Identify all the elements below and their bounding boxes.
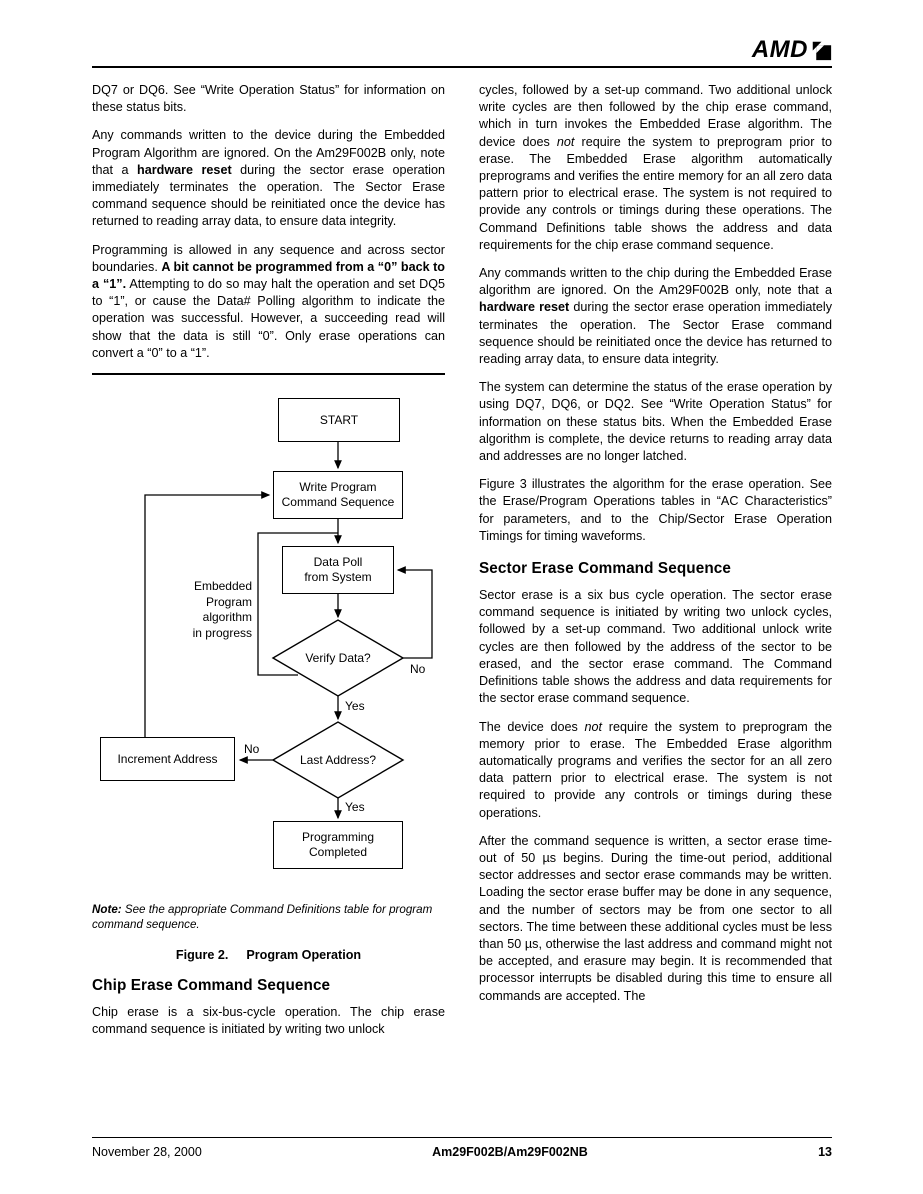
paragraph-chip-erase-cont <box>479 82 832 254</box>
paragraph-status-bits <box>92 82 445 116</box>
annotation-line: algorithm <box>202 610 252 625</box>
paragraph-text: during the sector erase operation immediately terminates the operation. The Sector Erase command sequence should be reinitiated once the device has returned to reading array data, to ensure data integrity. <box>92 162 445 229</box>
heading-sector-erase: Sector Erase Command Sequence <box>479 560 731 578</box>
right-column <box>479 82 832 1016</box>
paragraph-text: After the command sequence is written, a sector erase time-out of 50 µs begins. During the time-out period, additional sector addresses and sector erase commands may be written. Loading the sector erase buffer may be done in any sequence, and the number of sectors may be from one sector to all sectors. The time between these additional cycles must be less than 50 µs, otherwise the last address and command might not be accepted, and erasure may begin. It is recommended that processor interrupts be disabled during this time to ensure all commands are accepted. The <box>479 833 832 1003</box>
paragraph-figure3-ref <box>479 476 832 545</box>
amd-arrow-mark-icon <box>811 40 832 61</box>
annotation-line: Embedded <box>193 579 252 594</box>
node-label: Command Sequence <box>281 495 395 510</box>
flowchart-node-programming-completed <box>273 821 403 869</box>
node-label: from System <box>304 570 372 585</box>
paragraph-text: Chip erase is a six-bus-cycle operation. The chip erase command sequence is initiated by writing two unlock <box>92 1005 445 1037</box>
footer-page-number: 13 <box>818 1145 832 1159</box>
paragraph-text: Sector erase is a six bus cycle operation. The sector erase command sequence is initiated by writing two unlock cycles, followed by a set-up command. Two additional unlock write cycles are then followed by the address of the sector to be erased, and the sector erase command. The Command Definitions table shows the address and data requirements for the sector erase command sequence. <box>479 588 832 706</box>
edge-label-no: No <box>244 742 260 757</box>
bold-bit-rule: A bit cannot be programmed from a “0” back to a “1”. <box>92 259 445 292</box>
paragraph-text: Attempting to do so may halt the operation and set DQ5 to “1”, or cause the Data# Polling algorithm to indicate the operation was successful. However, a succeeding read will show that the data is still “0”. Only erase operations can convert a “0” to a “1”. <box>92 277 445 360</box>
paragraph-commands-ignored <box>92 127 445 230</box>
flowchart-node-write-program <box>273 471 403 519</box>
paragraph-text: Programming is allowed in any sequence and across sector boundaries. <box>92 242 445 274</box>
header-rule <box>92 66 832 68</box>
note-label: Note: <box>92 903 122 917</box>
figure-caption <box>92 948 445 962</box>
flowchart-node-verify-data <box>273 651 403 665</box>
paragraph-erase-status <box>479 379 832 465</box>
paragraph-programming-sequence <box>92 242 445 362</box>
paragraph-chip-erase-intro <box>92 1004 445 1038</box>
left-column <box>92 82 445 1049</box>
paragraph-text: require the system to preprogram prior to erase. The Embedded Erase algorithm automatically preprograms and verifies the entire memory for an all zero data pattern prior to electrical erase. The system is not required to provide any controls or timings during these operations. The Command Definitions table shows the address and data requirements for the chip erase command sequence. <box>479 134 832 252</box>
page-footer <box>92 1137 832 1159</box>
flowchart-node-increment-address <box>100 737 235 781</box>
paragraph-text: Figure 3 illustrates the algorithm for the erase operation. See the Erase/Program Operations tables in “AC Characteristics” for parameters, and to the Chip/Sector Erase Operation Timings for timing waveforms. <box>479 477 832 543</box>
italic-not: not <box>584 719 603 734</box>
node-label: Increment Address <box>117 751 218 766</box>
node-label: Data Poll <box>313 555 363 570</box>
paragraph-erase-commands-ignored <box>479 265 832 368</box>
paragraph-sector-erase-intro <box>479 587 832 707</box>
annotation-line: in progress <box>192 625 252 640</box>
edge-label-yes: Yes <box>345 800 365 815</box>
note-text: See the appropriate Command Definitions table for program command sequence. <box>92 903 433 932</box>
flowchart-node-start <box>278 398 400 442</box>
amd-logo-text: AMD <box>751 36 808 63</box>
paragraph-text: Any commands written to the device during the Embedded Program Algorithm are ignored. On the Am29F002B only, note that a <box>92 128 445 177</box>
flowchart-node-last-address <box>273 753 403 767</box>
node-label: Verify Data? <box>305 651 371 666</box>
paragraph-text: require the system to preprogram the memory prior to erase. The Embedded Erase algorithm automatically programs and verifies the sector for an all zero data pattern prior to electrical erase. The system is not required to provide any controls or timings during these operations. <box>479 719 832 820</box>
paragraph-timeout <box>479 833 832 1005</box>
paragraph-text: Any commands written to the chip during the Embedded Erase algorithm are ignored. On the Am29F002B only, note that a <box>479 266 832 298</box>
paragraph-text: cycles, followed by a set-up command. Two additional unlock write cycles are then followed by the chip erase command, which in turn invokes the Embedded Erase algorithm. The device does <box>479 83 832 149</box>
edge-label-no: No <box>410 662 426 677</box>
edge-label-yes: Yes <box>345 699 365 714</box>
annotation-line: Program <box>205 594 252 609</box>
node-label: Completed <box>308 845 368 860</box>
node-label: START <box>319 412 359 427</box>
flowchart-connectors <box>92 383 445 888</box>
amd-logo <box>752 36 832 64</box>
figure-2-flowchart <box>92 383 445 888</box>
node-label: Write Program <box>299 480 377 495</box>
footer-date: November 28, 2000 <box>92 1145 202 1159</box>
footer-document-title: Am29F002B/Am29F002NB <box>432 1145 588 1159</box>
paragraph-text: DQ7 or DQ6. See “Write Operation Status” for information on these status bits. <box>92 83 445 115</box>
paragraph-text: during the sector erase operation immediately terminates the operation. The Sector Erase command sequence should be reinitiated once the device has returned to reading array data, to ensure data integrity. <box>479 300 832 367</box>
paragraph-text: The system can determine the status of the erase operation by using DQ7, DQ6, or DQ2. See “Write Operation Status” for information on these status bits. When the Embedded Erase algorithm is complete, the device returns to reading array data and addresses are no longer latched. <box>479 380 832 464</box>
figure-top-rule <box>92 373 445 375</box>
node-label: Last Address? <box>299 753 377 768</box>
bold-hardware-reset: hardware reset <box>137 162 232 177</box>
node-label: Programming <box>301 830 375 845</box>
paragraph-no-preprogram <box>479 719 832 822</box>
italic-not: not <box>556 134 575 149</box>
bold-hardware-reset: hardware reset <box>479 300 570 315</box>
paragraph-text: The device does <box>479 719 585 734</box>
heading-chip-erase: Chip Erase Command Sequence <box>92 977 331 995</box>
flowchart-node-data-poll <box>282 546 394 594</box>
embedded-program-annotation <box>147 579 252 641</box>
figure-note <box>92 902 445 932</box>
figure-title: Program Operation <box>246 948 362 963</box>
figure-number: Figure 2. <box>175 948 229 963</box>
